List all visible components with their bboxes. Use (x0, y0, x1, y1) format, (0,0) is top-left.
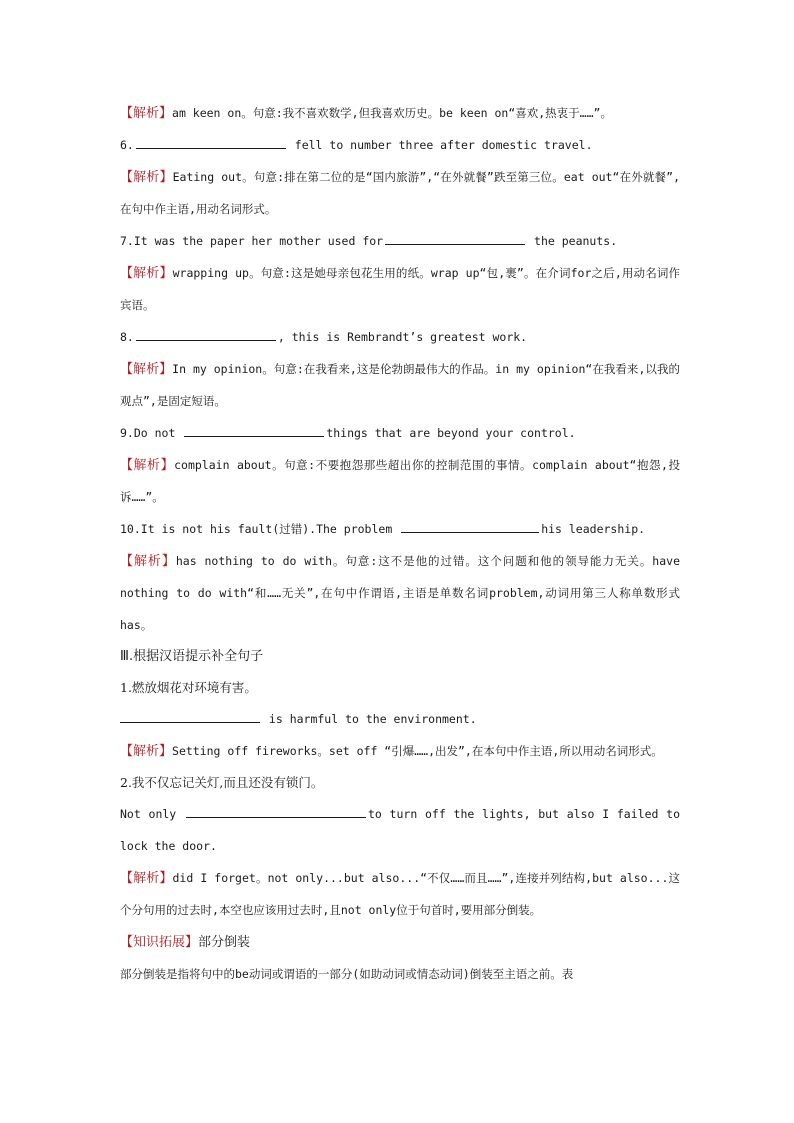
answer-text: has nothing to do with。句意:这不是他的过错。这个问题和他的领导能力无关。have nothing to do with“和……无关”,在句中作谓语,主语是单数名词problem,动词用第三人称单数形式has。 (120, 554, 680, 632)
analysis-tag: 【解析】 (120, 106, 173, 121)
answer-9 (120, 449, 680, 513)
answer-text: am keen on。句意:我不喜欢数学,但我喜欢历史。be keen on“喜欢,热衷于……”。 (172, 106, 612, 120)
analysis-tag: 【解析】 (120, 871, 173, 886)
answer-text: In my opinion。句意:在我看来,这是伦勃朗最伟大的作品。in my opinion“在我看来,以我的观点”,是固定短语。 (120, 362, 680, 408)
question-7: 7.It was the paper her mother used for the peanuts. (120, 225, 680, 257)
answer-text: did I forget。not only...but also...“不仅……而且……”,连接并列结构,but also...这个分句用的过去时,本空也应该用过去时,且not only位于句首时,要用部分倒装。 (120, 871, 680, 917)
sentence-2: Not only to turn off the lights, but also I failed to lock the door. (120, 798, 680, 862)
answer-text: complain about。句意:不要抱怨那些超出你的控制范围的事情。complain about“抱怨,投诉……”。 (120, 458, 680, 504)
answer-blank (136, 134, 286, 149)
answer-text: Setting off fireworks。set off “引爆……,出发”,在本句中作主语,所以用动名词形式。 (172, 744, 663, 758)
analysis-tag: 【解析】 (120, 362, 173, 377)
answer-5 (120, 97, 680, 129)
analysis-tag: 【解析】 (120, 744, 173, 759)
question-9: 9.Do not things that are beyond your control. (120, 417, 680, 449)
question-10: 10.It is not his fault(过错).The problem his leadership. (120, 513, 680, 545)
answer-text: Eating out。句意:排在第二位的是“国内旅游”,“在外就餐”跌至第三位。eat out“在外就餐”,在句中作主语,用动名词形式。 (120, 170, 680, 216)
answer-7 (120, 257, 680, 321)
answer-blank (120, 708, 260, 723)
answer-blank (136, 326, 276, 341)
answer-blank (184, 422, 324, 437)
analysis-tag: 【解析】 (120, 458, 175, 473)
extension-tag: 【知识拓展】 (120, 935, 199, 950)
answer-text: wrapping up。句意:这是她母亲包花生用的纸。wrap up“包,裹”。在介词for之后,用动名词作宾语。 (120, 266, 680, 312)
question-6: 6. fell to number three after domestic travel. (120, 129, 680, 161)
sentence-2-prompt: 2.我不仅忘记关灯,而且还没有锁门。 (120, 775, 324, 790)
answer-blank (385, 230, 525, 245)
sentence-1-answer (120, 735, 680, 767)
extension-text: 部分倒装是指将句中的be动词或谓语的一部分(如助动词或情态动词)倒装至主语之前。表 (120, 967, 574, 981)
extension-title: 部分倒装 (198, 935, 251, 950)
knowledge-extension (120, 926, 680, 958)
answer-8 (120, 353, 680, 417)
sentence-1: is harmful to the environment. (120, 703, 680, 735)
answer-10 (120, 545, 680, 641)
analysis-tag: 【解析】 (120, 170, 173, 185)
analysis-tag: 【解析】 (120, 266, 173, 281)
analysis-tag: 【解析】 (120, 554, 176, 569)
section-heading: Ⅲ.根据汉语提示补全句子 (120, 649, 264, 664)
document-page (120, 97, 680, 990)
answer-6 (120, 161, 680, 225)
answer-blank (186, 803, 366, 818)
sentence-1-prompt: 1.燃放烟花对环境有害。 (120, 680, 257, 695)
sentence-2-answer (120, 862, 680, 926)
answer-blank (401, 518, 539, 533)
question-8: 8. , this is Rembrandt’s greatest work. (120, 321, 680, 353)
